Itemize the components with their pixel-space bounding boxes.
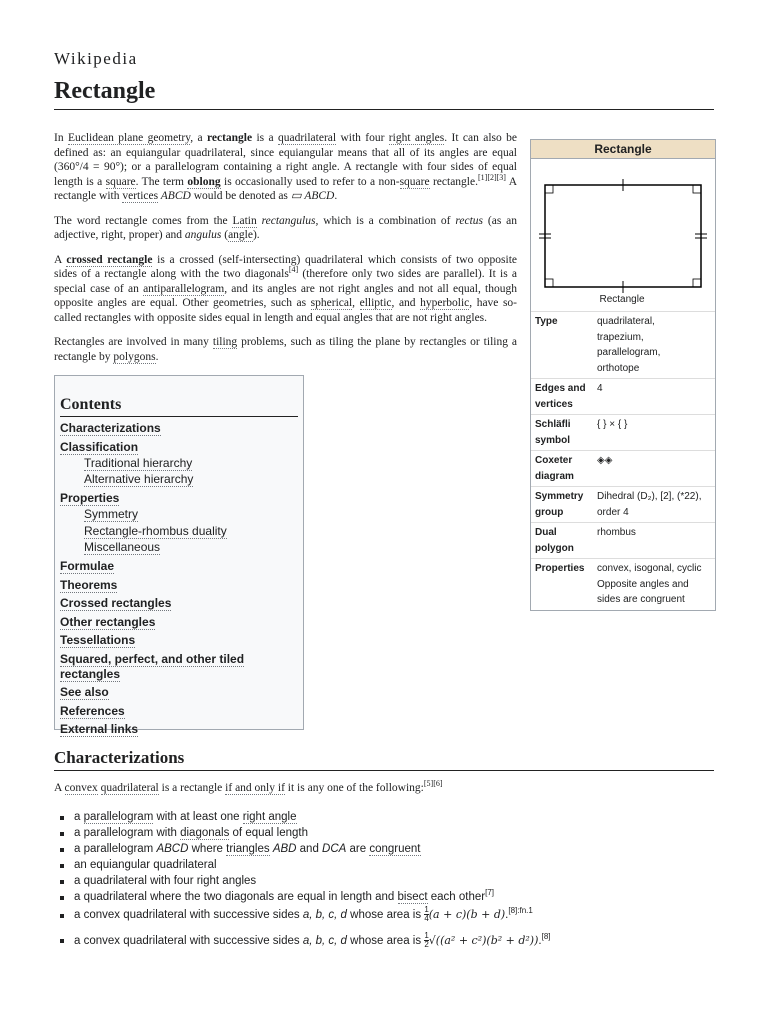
text: and <box>296 843 323 855</box>
list-item <box>54 889 551 905</box>
text: ). <box>252 229 260 241</box>
infobox-row <box>531 312 715 379</box>
section-title: Characterizations <box>54 748 185 767</box>
toc-link[interactable]: Crossed rectangles <box>60 596 172 610</box>
italic: angulus <box>184 229 222 241</box>
toc-item[interactable] <box>84 539 298 556</box>
infobox-value-line[interactable]: ◈◈ <box>597 455 613 466</box>
infobox-value <box>593 312 715 378</box>
text: A <box>54 782 65 794</box>
figure-caption: Rectangle <box>599 294 645 305</box>
list-item <box>54 809 551 825</box>
text: an equiangular quadrilateral <box>74 859 217 871</box>
toc-link[interactable]: Traditional hierarchy <box>84 455 193 470</box>
wikipedia-logo[interactable]: Wikipedia <box>54 49 138 68</box>
link-spherical[interactable]: spherical <box>310 297 353 309</box>
toc-item[interactable] <box>60 615 298 630</box>
infobox-value <box>593 523 715 558</box>
toc-item[interactable] <box>60 704 298 719</box>
text: a parallelogram with <box>74 827 181 839</box>
link-polygons[interactable]: polygons <box>113 350 156 363</box>
text: . The term <box>135 175 188 188</box>
list-item <box>54 857 551 873</box>
toc-link[interactable]: Symmetry <box>84 507 138 521</box>
link-if-and-only-if[interactable]: if and only if <box>225 782 285 794</box>
text: , and its angles are not right angles and not all equal, though opposite angles are equal. Other geometries, such as <box>54 282 518 309</box>
link-convex[interactable]: convex <box>64 782 98 794</box>
infobox-value-line[interactable]: rhombus <box>597 527 636 538</box>
text: where <box>188 843 227 855</box>
infobox-row <box>531 379 715 415</box>
infobox-value <box>593 379 715 414</box>
citation[interactable]: [4] <box>288 265 299 275</box>
list-item <box>54 825 551 841</box>
link-elliptic[interactable]: elliptic <box>359 297 392 309</box>
text: would be denoted as <box>190 190 291 202</box>
list-item <box>54 905 551 925</box>
text: each other <box>427 891 486 903</box>
link-square[interactable]: square <box>105 175 136 188</box>
text: A <box>54 253 67 266</box>
toc-link[interactable]: Classification <box>60 439 139 454</box>
text: it is any one of the following: <box>284 782 424 794</box>
toc-list <box>60 421 298 737</box>
infobox-value-line[interactable]: Dihedral (D₂), [2], (*22), order 4 <box>597 491 702 518</box>
toc-link[interactable]: Other rectangles <box>60 614 156 629</box>
text: with four <box>336 132 389 144</box>
toc-item[interactable] <box>60 559 298 574</box>
text: a quadrilateral where the two diagonals are equal in length and <box>74 891 398 903</box>
toc-item[interactable] <box>84 455 298 472</box>
toc-title: Contents <box>60 396 298 417</box>
rectangle-diagram <box>531 159 715 311</box>
infobox-key: Dual polygon <box>535 527 574 554</box>
citation[interactable]: [7] <box>485 888 494 898</box>
text: . <box>334 190 338 202</box>
link-vertices[interactable]: vertices <box>122 190 159 202</box>
title-divider <box>54 109 714 110</box>
infobox-value-line[interactable]: orthotope <box>597 362 640 374</box>
bold-term: rectangle <box>206 132 253 144</box>
text: is a <box>252 132 278 144</box>
numerator: 1 <box>424 905 429 915</box>
toc-link[interactable]: External links <box>60 722 139 736</box>
infobox-title: Rectangle <box>531 140 715 159</box>
intro-paragraph-1 <box>54 131 517 204</box>
math: a, b, c, d <box>302 935 347 947</box>
link-square-2[interactable]: square <box>399 175 430 188</box>
infobox-value-line[interactable]: trapezium, <box>597 331 644 343</box>
list-item <box>54 873 551 889</box>
infobox-row <box>531 487 715 523</box>
text: problems, such as tiling the plane by rectangles or tiling a rectangle by <box>54 336 517 363</box>
toc-item[interactable] <box>60 491 298 506</box>
toc-item[interactable] <box>60 596 298 611</box>
text: is a crossed (self-intersecting) quadrilateral which consists of two opposite sides of a rectangle along with the two diagonals <box>54 253 517 280</box>
text: a quadrilateral with four right angles <box>74 875 257 887</box>
text: Rectangles are involved in many <box>54 336 213 348</box>
toc-link[interactable]: Rectangle-rhombus duality <box>84 523 227 538</box>
infobox-value <box>593 559 715 610</box>
characterization-list <box>54 809 551 955</box>
toc-link[interactable]: Alternative hierarchy <box>84 472 194 486</box>
link-parallelogram[interactable]: parallelogram <box>83 811 154 823</box>
infobox-key: Symmetry group <box>535 491 584 518</box>
text: a convex quadrilateral with successive sides <box>74 909 303 921</box>
text: , a <box>190 132 207 144</box>
infobox-rows <box>531 312 715 610</box>
intro-paragraph-4 <box>54 335 517 364</box>
infobox-value-line[interactable]: convex, isogonal, cyclic <box>597 563 702 574</box>
italic: rectangulus, <box>261 214 319 227</box>
citation[interactable]: [8] <box>541 932 551 942</box>
toc-item[interactable] <box>60 652 298 682</box>
intro-paragraph-2 <box>54 214 517 243</box>
math: DCA <box>322 843 347 855</box>
link-bisect[interactable]: bisect <box>397 891 428 903</box>
toc-item[interactable] <box>60 421 298 436</box>
section-divider <box>54 770 714 771</box>
math: a, b, c, d <box>302 909 347 921</box>
text: A rectangle with <box>54 175 518 202</box>
infobox-key: Coxeter diagram <box>535 455 574 482</box>
toc-item[interactable] <box>84 471 298 488</box>
text: , <box>352 297 360 309</box>
link-hyperbolic[interactable]: hyperbolic <box>420 297 470 309</box>
toc-link[interactable]: Miscellaneous <box>84 540 161 554</box>
page-title: Rectangle <box>54 78 156 104</box>
infobox <box>530 139 716 611</box>
toc-item[interactable] <box>60 578 298 593</box>
infobox-key: Properties <box>535 563 585 574</box>
text: , and <box>391 297 421 309</box>
math: (a + c)(b + d) <box>428 908 506 921</box>
infobox-value-line[interactable]: parallelogram, <box>597 347 661 358</box>
link-right-angles[interactable]: right angles <box>388 132 445 144</box>
toc-link[interactable]: Characterizations <box>60 421 161 435</box>
text: (as an adjective, right, proper) and <box>54 214 517 241</box>
text: with at least one <box>153 811 243 823</box>
link-triangles[interactable]: triangles <box>226 843 270 855</box>
toc-item[interactable] <box>60 685 298 700</box>
intro-paragraph-3 <box>54 253 517 326</box>
text: rectangle. <box>429 175 478 188</box>
toc-item[interactable] <box>60 440 298 455</box>
right-angle-mark <box>545 279 553 287</box>
text: a <box>74 811 84 823</box>
citation[interactable]: [8]:fn.1 <box>508 906 533 916</box>
toc-item[interactable] <box>84 506 298 523</box>
toc-item[interactable] <box>60 722 298 737</box>
toc-item[interactable] <box>60 633 298 648</box>
link-antiparallelogram[interactable]: antiparallelogram <box>143 282 225 295</box>
denominator: 2 <box>424 940 429 950</box>
math: ABCD <box>156 843 189 855</box>
infobox-row <box>531 559 715 610</box>
text: is a rectangle <box>158 782 226 794</box>
infobox-row <box>531 523 715 559</box>
math: √((a² + c²)(b² + d²)) <box>428 934 539 947</box>
toc-link[interactable]: Formulae <box>60 559 115 573</box>
toc-link[interactable]: References <box>60 703 125 718</box>
infobox-key: Schläfli symbol <box>535 419 571 446</box>
citation[interactable]: [5][6] <box>423 779 443 789</box>
text: are <box>346 843 370 855</box>
right-angle-mark <box>545 185 553 193</box>
text: In <box>54 132 68 144</box>
link-congruent[interactable]: congruent <box>369 843 421 855</box>
right-angle-mark <box>693 279 701 287</box>
link-quadrilateral[interactable]: quadrilateral <box>100 782 159 794</box>
text: is occasionally used to refer to a non- <box>220 175 400 188</box>
right-angle-mark <box>693 185 701 193</box>
list-item <box>54 841 551 857</box>
link-latin[interactable]: Latin <box>232 214 257 227</box>
denominator: 4 <box>424 914 429 924</box>
text: . <box>505 909 509 921</box>
toc-link[interactable]: Squared, perfect, and other tiled rectangles <box>60 651 245 681</box>
toc-link[interactable]: Theorems <box>60 577 118 592</box>
toc-item[interactable] <box>84 523 298 540</box>
text: ( <box>221 229 229 241</box>
section-intro <box>54 779 443 794</box>
infobox-value <box>593 415 715 450</box>
infobox-value-line[interactable]: quadrilateral, <box>597 316 655 327</box>
rectangle-figure <box>531 159 715 312</box>
rectangle-shape <box>545 185 701 287</box>
text: The word rectangle comes from the <box>54 214 233 227</box>
text: , have so-called rectangles with opposite sides equal in length and equal angles that are not right angles. <box>54 297 517 324</box>
infobox-value <box>593 487 715 522</box>
text: . <box>155 350 159 363</box>
text: a convex quadrilateral with successive sides <box>74 935 303 947</box>
math: ▭ ABCD <box>290 190 335 202</box>
toc-link[interactable]: See also <box>60 685 109 699</box>
text: of equal length <box>229 827 308 839</box>
link-quadrilateral[interactable]: quadrilateral <box>277 132 337 144</box>
link-euclidean-geometry[interactable]: Euclidean plane geometry <box>67 132 191 144</box>
toc-link[interactable]: Properties <box>60 491 120 505</box>
link-angle[interactable]: angle <box>228 229 253 241</box>
link-diagonals[interactable]: diagonals <box>180 827 230 839</box>
text: . It can also be defined as: an equiangular quadrilateral, since equiangular means that all of its angles are equal (360°/4 = 90°); or a parallelogram containing a right angle. A rectangle with four sides of equal length is a <box>54 132 517 188</box>
math: ABD <box>272 843 297 855</box>
infobox-row <box>531 451 715 487</box>
numerator: 1 <box>424 931 429 941</box>
toc-link[interactable]: Tessellations <box>60 633 136 647</box>
infobox-key: Type <box>535 316 558 327</box>
list-item <box>54 927 551 955</box>
infobox-value <box>593 451 715 486</box>
link-right-angle[interactable]: right angle <box>242 811 297 823</box>
text: a parallelogram <box>74 843 157 855</box>
infobox-key: Edges and vertices <box>535 383 586 410</box>
infobox-value-line[interactable]: Opposite angles and sides are congruent <box>597 578 689 605</box>
text: (therefore only two sides are parallel). It is a special case of an <box>54 268 517 295</box>
citation[interactable]: [1][2][3] <box>477 172 506 182</box>
link-oblong[interactable]: oblong <box>187 175 221 188</box>
text: whose area is <box>346 909 425 921</box>
infobox-value-line[interactable]: { } × { } <box>597 419 628 430</box>
link-crossed-rectangle[interactable]: crossed rectangle <box>66 253 153 266</box>
infobox-value-line[interactable]: 4 <box>597 383 603 394</box>
table-of-contents <box>54 375 304 736</box>
math: ABCD <box>158 190 191 202</box>
italic: rectus <box>455 214 484 227</box>
infobox-row <box>531 415 715 451</box>
text: whose area is <box>346 935 425 947</box>
text: which is a combination of <box>318 214 456 227</box>
intro-text <box>54 131 517 374</box>
link-tiling[interactable]: tiling <box>212 336 238 348</box>
text: . <box>538 935 542 947</box>
